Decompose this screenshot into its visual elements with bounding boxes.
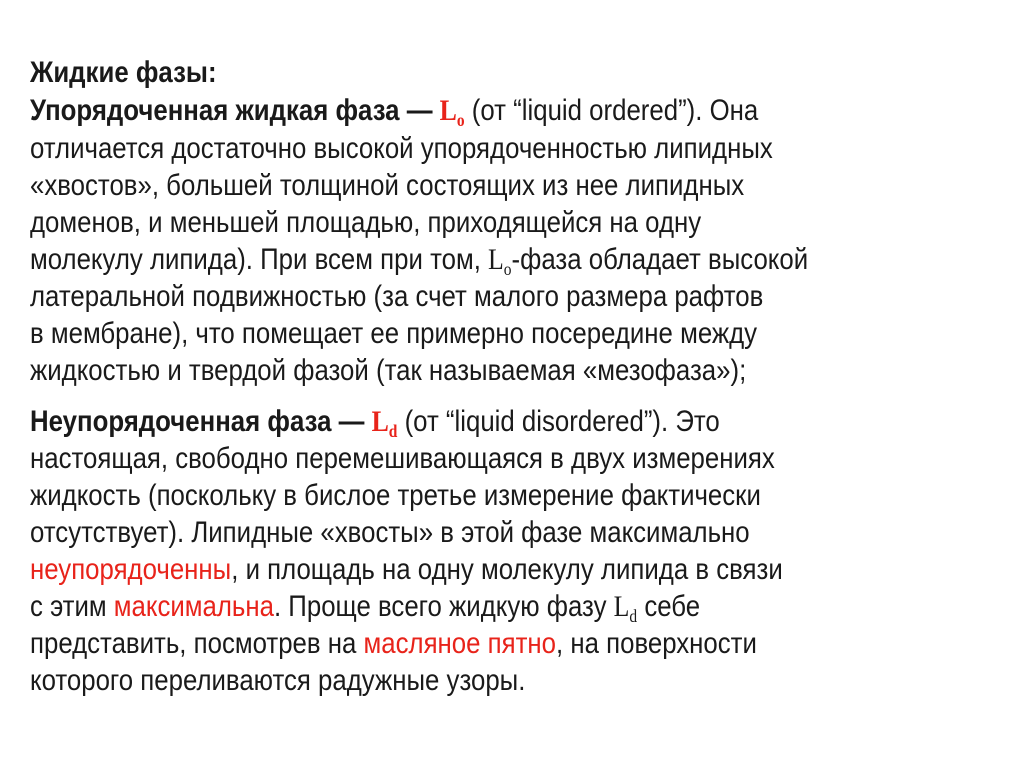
lo-heading: Упорядоченная жидкая фаза — [30,94,433,127]
ld-heading: Неупорядоченная фаза — [30,405,365,438]
ld-text-line: с этим максимальна. Проще всего жидкую фазу $L_d$ себе [30,590,701,626]
highlight-disordered: неупорядоченны [30,553,232,586]
lo-symbol: $L_o$ [439,94,465,130]
ld-text-line: жидкость (поскольку в бислое третье измерение фактически [30,479,761,512]
lo-inline-symbol: $L_o$ [488,243,512,279]
lo-text-line: в мембране), что помещает ее примерно посередине между [30,317,758,350]
ld-text-line: настоящая, свободно перемешивающаяся в двух измерениях [30,442,775,475]
lo-text-line: доменов, и меньшей площадью, приходящейся на одну [30,206,702,239]
ld-heading-line: Неупорядоченная фаза — $L_d$ (от “liquid disordered”). Это [30,405,720,441]
lo-text-line: отличается достаточно высокой упорядоченностью липидных [30,132,773,165]
lo-text-line: латеральной подвижностью (за счет малого размера рафтов [30,280,764,313]
ld-inline-symbol: $L_d$ [613,590,638,626]
lo-heading-line: Упорядоченная жидкая фаза — $L_o$ (от “liquid ordered”). Она [30,94,759,130]
lo-text-line: молекулу липида). При всем при том, $L_o$-фаза обладает высокой [30,243,809,279]
section-title: Жидкие фазы: [30,56,217,89]
lo-text-line: жидкостью и твердой фазой (так называемая «мезофаза»); [30,354,747,387]
ld-text-line: отсутствует). Липидные «хвосты» в этой фазе максимально [30,516,750,549]
highlight-maximal: максимальна [113,590,274,623]
ld-text-line: представить, посмотрев на масляное пятно, на поверхности [30,627,757,660]
ld-text-line: неупорядоченны, и площадь на одну молекулу липида в связи [30,553,783,586]
ld-symbol: $L_d$ [371,405,398,441]
highlight-oil-spot: масляное пятно [363,627,557,660]
ld-text-line: которого переливаются радужные узоры. [30,664,526,697]
lo-text-line: «хвостов», большей толщиной состоящих из нее липидных [30,169,745,202]
